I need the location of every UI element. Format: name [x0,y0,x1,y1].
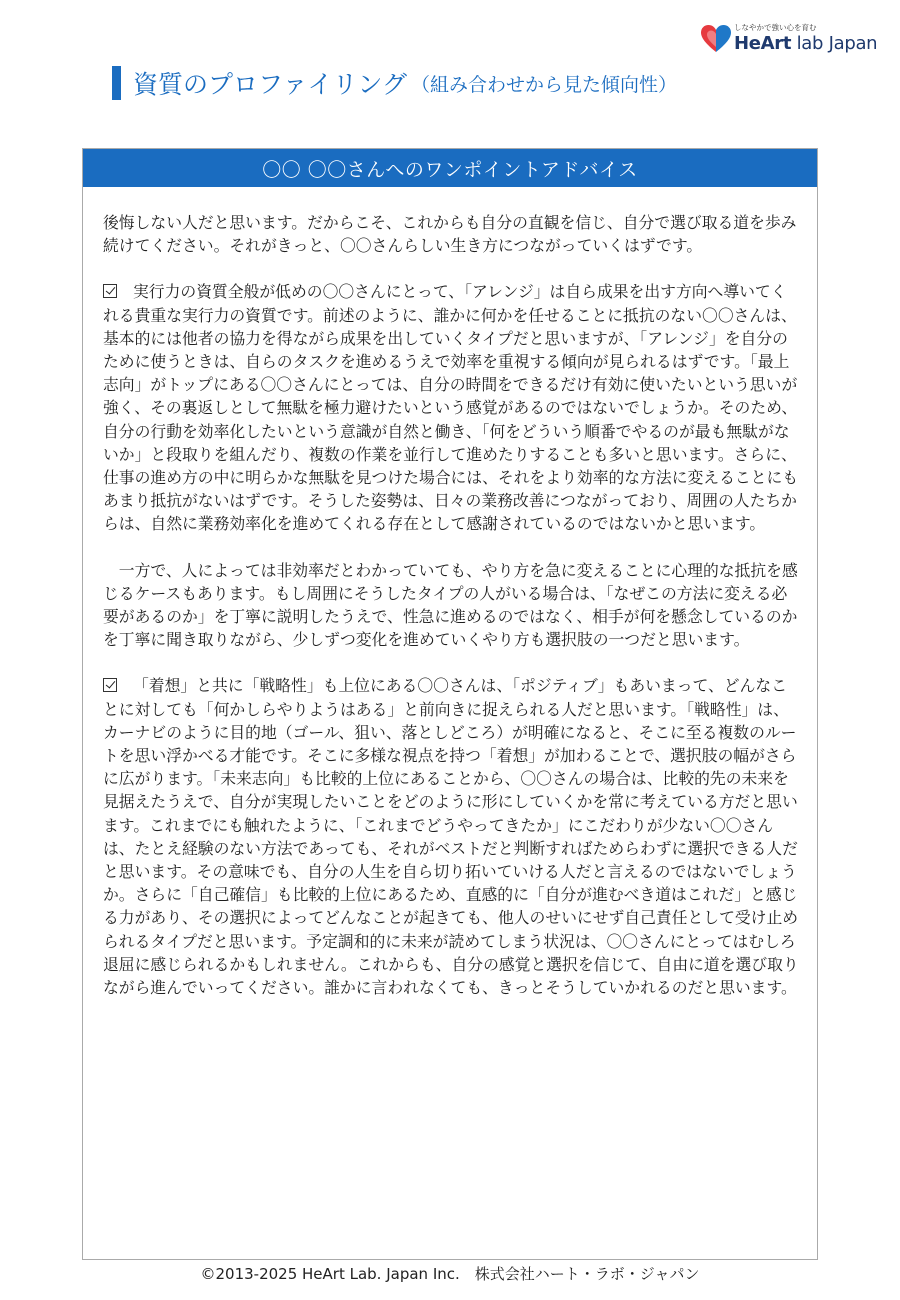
advice-box [82,148,818,1260]
advice-item-2 [103,674,799,999]
logo-brand-bold: HeArt [734,33,792,54]
advice-box-body [103,211,799,999]
advice-box-header: 〇〇 〇〇さんへのワンポイントアドバイス [83,149,817,187]
logo-brand-rest: lab Japan [791,33,878,54]
logo-wordmark [734,33,877,54]
logo-tagline: しなやかで強い心を育む [734,23,817,32]
advice-item-1-followup: 一方で、人によっては非効率だとわかっていても、やり方を急に変えることに心理的な抵抗を感じるケースもあります。もし周囲にそうしたタイプの人がいる場合は、「なぜこの方法に変える必要があるのか」を丁寧に説明したうえで、性急に進めるのではなく、相手が何を懸念しているのかを丁寧に聞き取りながら、少しずつ変化を進めていくやり方も選択肢の一つだと思います。 [103,560,798,650]
footer-copyright: ©2013-2025 HeArt Lab. Japan Inc. 株式会社ハート・ラボ・ジャパン [200,1265,700,1283]
heart-logo-icon [700,24,732,54]
brand-logo [700,22,890,58]
page-title-main: 資質のプロファイリング [133,70,408,99]
checkbox-checked-icon [103,678,117,692]
page-title [112,64,677,102]
advice-item-2-text: 「着想」と共に「戦略性」も上位にある〇〇さんは、「ポジティブ」もあいまって、どんなことに対しても「何かしらやりようはある」と前向きに捉えられる人だと思います。「戦略性」は、カーナビのように目的地（ゴール、狙い、落としどころ）が明確になると、そこに至る複数のルートを思い浮かべる才能です。そこに多様な視点を持つ「着想」が加わることで、選択肢の幅がさらに広がります。「未来志向」も比較的上位にあることから、〇〇さんの場合は、比較的先の未来を見据えたうえで、自分が実現したいことをどのように形にしていくかを常に考えている方だと思います。これまでにも触れたように、「これまでどうやってきたか」にこだわりが少ない〇〇さんは、たとえ経験のない方法であっても、それがベストだと判断すればためらわずに選択できる人だと思います。その意味でも、自分の人生を自ら切り拓いていける人だと言えるのではないでしょうか。さらに「自己確信」も比較的上位にあるため、直感的に「自分が進むべき道はこれだ」と感じる力があり、その選択によってどんなことが起きても、他人のせいにせず自己責任として受け止められるタイプだと思います。予定調和的に未来が読めてしまう状況は、〇〇さんにとってはむしろ退屈に感じられるかもしれません。これからも、自分の感覚と選択を信じて、自由に道を選び取りながら進んでいってください。誰かに言われなくても、きっとそうしていかれるのだと思います。 [103,676,799,998]
checkbox-checked-icon [103,284,117,298]
advice-item-1 [103,280,799,535]
advice-item-1-text: 実行力の資質全般が低めの〇〇さんにとって、「アレンジ」は自ら成果を出す方向へ導いてくれる貴重な実行力の資質です。前述のように、誰かに何かを任せることに抵抗のない〇〇さんは、基本的には他者の協力を得ながら成果を出していくタイプだと思いますが、「アレンジ」を自分のために使うときは、自らのタスクを進めるうえで効率を重視する傾向が見られるはずです。「最上志向」がトップにある〇〇さんにとっては、自分の時間をできるだけ有効に使いたいという思いが強く、その裏返しとして無駄を極力避けたいという感覚があるのではないでしょうか。そのため、自分の行動を効率化したいという意識が自然と働き、「何をどういう順番でやるのが最も無駄がないか」と段取りを組んだり、複数の作業を並行して進めたりすることも多いと思います。さらに、仕事の進め方の中に明らかな無駄を見つけた場合には、それをより効率的な方法に変えることにもあまり抵抗がないはずです。そうした姿勢は、日々の業務改善につながっており、周囲の人たちからは、自然に業務効率化を進めてくれる存在として感謝されているのではないかと思います。 [103,282,799,534]
page-title-subtitle: （組み合わせから見た傾向性） [411,73,678,96]
title-accent-bar [112,66,121,100]
intro-paragraph: 後悔しない人だと思います。だからこそ、これからも自分の直観を信じ、自分で選び取る道を歩み続けてください。それがきっと、〇〇さんらしい生き方につながっていくはずです。 [103,213,797,256]
